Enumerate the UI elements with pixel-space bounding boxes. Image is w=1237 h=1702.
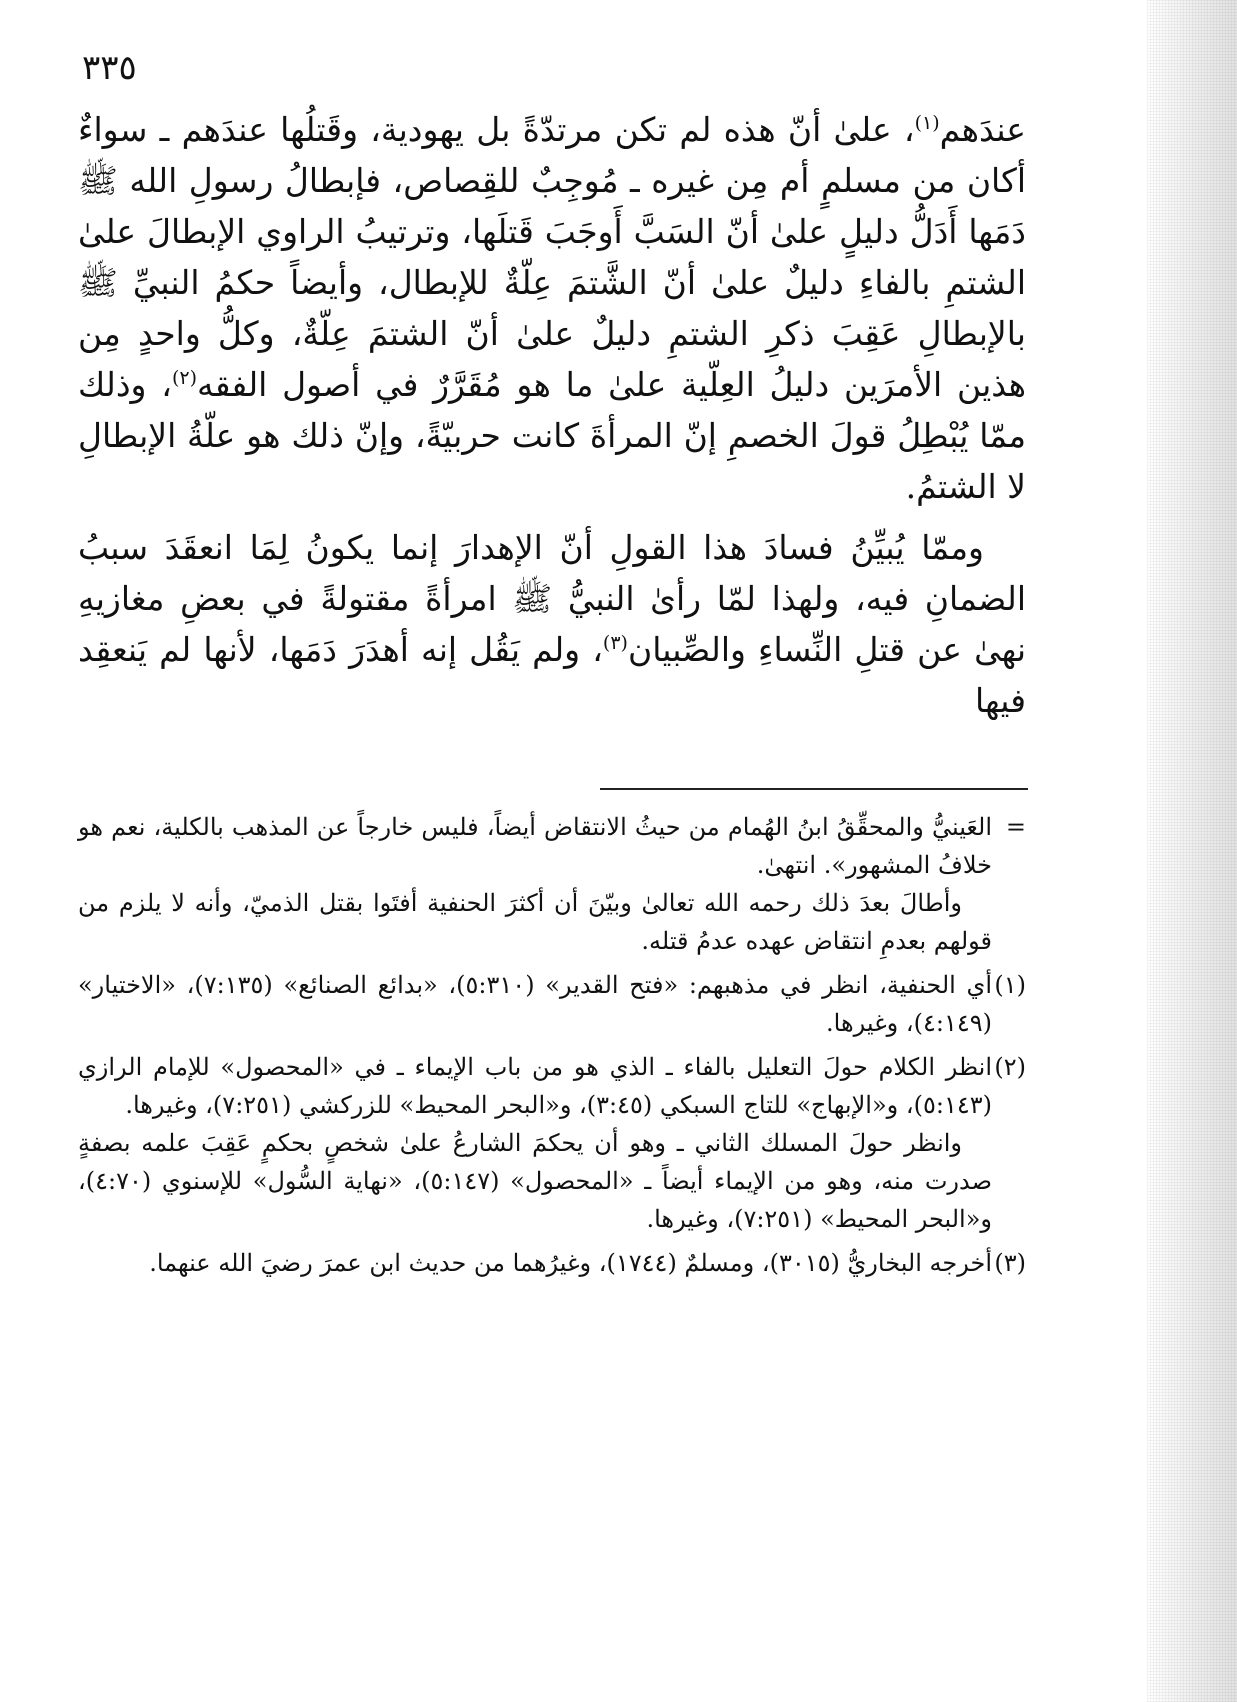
footnotes bbox=[78, 808, 1026, 1288]
page-number: ٣٣٥ bbox=[82, 48, 137, 88]
main-text-run: ، ولم يَقُل إنه أهدَرَ دَمَها، لأنها لم يَنعقِد فيها bbox=[78, 630, 1026, 720]
footnote-3 bbox=[78, 1244, 1026, 1282]
main-paragraph-1 bbox=[78, 104, 1026, 512]
main-text-run: ، وذلك ممّا يُبْطِلُ قولَ الخصمِ إنّ المرأةَ كانت حربيّةً، وإنّ ذلك هو علّةُ الإبطالِ لا الشتمُ. bbox=[78, 365, 1026, 506]
footnote-ref-3: (٣) bbox=[602, 632, 628, 654]
main-paragraph-2 bbox=[78, 522, 1026, 726]
footnote-text: العَينيُّ والمحقِّقُ ابنُ الهُمام من حيثُ الانتقاض أيضاً، فليس خارجاً عن المذهب بالكلية، نعم هو خلافُ المشهور». انتهىٰ. bbox=[78, 813, 992, 879]
main-text-run: وممّا يُبيِّنُ فسادَ هذا القولِ أنّ الإهدارَ إنما يكونُ لِمَا انعقَدَ سببُ الضمانِ فيه، ولهذا لمّا رأىٰ النبيُّ ﷺ امرأةً مقتولةً في بعضِ مغازيهِ نهىٰ عن قتلِ النِّساءِ والصِّبيان bbox=[78, 528, 1027, 669]
footnote-text: أي الحنفية، انظر في مذهبهم: «فتح القدير» (٥:٣١٠)، «بدائع الصنائع» (٧:١٣٥)، «الاختيار» (٤:١٤٩)، وغيرها. bbox=[78, 971, 992, 1037]
continuation-mark: = bbox=[1005, 813, 1026, 841]
footnote-ref-2: (٢) bbox=[171, 367, 197, 389]
footnote-text: وانظر حولَ المسلك الثاني ـ وهو أن يحكمَ الشارعُ علىٰ شخصٍ بحكمٍ عَقِبَ علمه بصفةٍ صدرت منه، وهو من الإيماء أيضاً ـ «المحصول» (٥:١٤٧)، «نهاية السُّول» للإسنوي (٤:٧٠)، و«البحر المحيط» (٧:٢٥١)، وغيرها. bbox=[78, 1129, 992, 1233]
footnote-text: أخرجه البخاريُّ (٣٠١٥)، ومسلمٌ (١٧٤٤)، وغيرُهما من حديث ابن عمرَ رضيَ الله عنهما. bbox=[149, 1249, 992, 1277]
footnote-text: وأطالَ بعدَ ذلك رحمه الله تعالىٰ وبيّنَ أن أكثرَ الحنفية أفتَوا بقتل الذميّ، وأنه لا يلزم من قولهم بعدمِ انتقاض عهده عدمُ قتله. bbox=[78, 889, 992, 955]
main-text-run: عندَهم bbox=[939, 110, 1026, 149]
footnote-2 bbox=[78, 1048, 1026, 1238]
footnote-ref-1: (١) bbox=[914, 112, 940, 134]
footnote-divider bbox=[600, 788, 1028, 790]
footnote-number: (٣) bbox=[994, 1249, 1026, 1277]
footnote-continuation bbox=[78, 808, 1026, 960]
footnote-1 bbox=[78, 966, 1026, 1042]
footnote-number: (٢) bbox=[994, 1053, 1026, 1081]
footnote-text: انظر الكلام حولَ التعليل بالفاء ـ الذي هو من باب الإيماء ـ في «المحصول» للإمام الرازي (٥:١٤٣)، و«الإبهاج» للتاج السبكي (٣:٤٥)، و«البحر المحيط» للزركشي (٧:٢٥١)، وغيرها. bbox=[78, 1053, 992, 1119]
footnote-number: (١) bbox=[994, 971, 1026, 999]
main-text bbox=[78, 104, 1026, 726]
main-text-run: ، علىٰ أنّ هذه لم تكن مرتدّةً بل يهودية، وقَتلُها عندَهم ـ سواءٌ أكان من مسلمٍ أم مِن غيره ـ مُوجِبٌ للقِصاص، فإبطالُ رسولِ الله ﷺ دَمَها أَدَلُّ دليلٍ علىٰ أنّ السَبَّ أَوجَبَ قَتلَها، وترتيبُ الراوي الإبطالَ علىٰ الشتمِ بالفاءِ دليلٌ علىٰ أنّ الشَّتمَ عِلّةٌ للإبطال، وأيضاً حكمُ النبيِّ ﷺ بالإبطالِ عَقِبَ ذكرِ الشتمِ دليلٌ علىٰ أنّ الشتمَ عِلّةٌ، وكلُّ واحدٍ مِن هذين الأمرَين دليلُ العِلّية علىٰ ما هو مُقَرَّرٌ في أصول الفقه bbox=[78, 110, 1027, 404]
